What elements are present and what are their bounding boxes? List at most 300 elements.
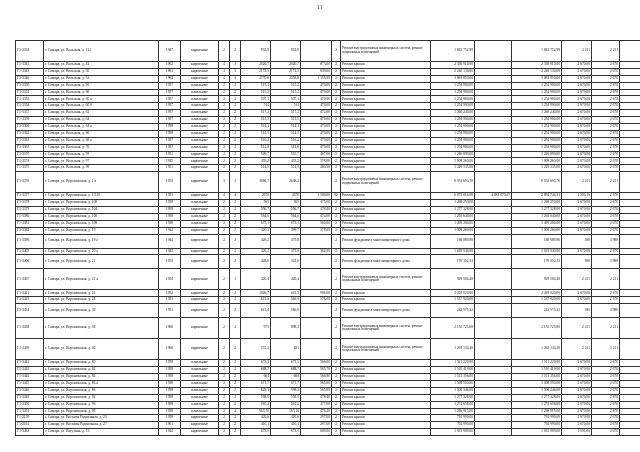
cell-fund-cost	[475, 374, 512, 381]
cell-address: г. Самара, ул. Воронежская, д. 28	[44, 297, 159, 304]
cell-max-unit-cost: 2 211	[592, 339, 620, 360]
cell-floors: 2	[219, 227, 230, 234]
cell-wall-material: кирпичные	[181, 297, 219, 304]
cell-total-area: 507,1	[241, 96, 271, 103]
cell-entrances: 2	[230, 290, 241, 297]
cell-address: г. Самара, ул. Воронежская, д. 20 а	[44, 248, 159, 255]
cell-work-volume: 565,00	[301, 380, 332, 387]
cell-residents: 2	[332, 415, 341, 422]
cell-work-type: Ремонт крыши	[341, 248, 431, 255]
cell-living-area: 2172,3	[271, 68, 301, 75]
cell-work-volume	[301, 172, 332, 193]
table-row	[16, 200, 640, 207]
cell-floors: 2	[219, 82, 230, 89]
cell-residents: 2	[332, 68, 341, 75]
cell-unit-cost: 396	[562, 255, 592, 269]
cell-living-area: 514	[271, 103, 301, 110]
cell-blank	[620, 255, 640, 269]
cell-work-type: Ремонт крыши	[341, 68, 431, 75]
cell-row-id: Г1-3346	[16, 75, 44, 82]
cell-row-id: Г1-3370	[16, 151, 44, 158]
cell-residents: 2	[332, 130, 341, 137]
cell-work-type: Ремонт крыши	[341, 130, 431, 137]
cell-max-unit-cost: 2 670	[592, 248, 620, 255]
cell-year-built: 1945	[159, 248, 181, 255]
cell-total-cost: 792 990,00	[431, 415, 475, 422]
cell-entrances: 2	[230, 200, 241, 207]
cell-wall-material: кирпичные	[181, 75, 219, 82]
cell-entrances: 2	[230, 103, 241, 110]
cell-wall-material: панельные	[181, 387, 219, 394]
cell-max-unit-cost: 2 670	[592, 193, 620, 200]
cell-work-volume: 470,00	[301, 89, 332, 96]
cell-blank	[620, 318, 640, 339]
cell-row-id: Г1-3379	[16, 207, 44, 214]
cell-blank	[620, 415, 640, 422]
cell-total-area: 516,2	[241, 137, 271, 144]
table-row	[16, 82, 640, 89]
cell-work-type: Ремонт крыши	[341, 374, 431, 381]
cell-total-area: 428,6	[241, 255, 271, 269]
cell-total-cost: 1 260 240,00	[431, 110, 475, 117]
cell-work-volume	[301, 269, 332, 290]
cell-address: г. Самара, ул. Воронежская, д. 92	[44, 394, 159, 401]
cell-floors: 2	[219, 234, 230, 248]
cell-row-id: Г1-3463	[16, 429, 44, 436]
cell-entrances: 2	[230, 213, 241, 220]
table-row	[16, 137, 640, 144]
cell-wall-material: панельные	[181, 89, 219, 96]
cell-row-id: Г1-2159	[16, 415, 44, 422]
cell-residents: 2	[332, 117, 341, 124]
cell-fund-cost	[475, 82, 512, 89]
table-row	[16, 374, 640, 381]
cell-address: г. Самара, ул. Вольская, д. 52	[44, 75, 159, 82]
cell-floors: 2	[219, 360, 230, 367]
cell-entrances: 4	[230, 193, 241, 200]
cell-year-built: 1953	[159, 297, 181, 304]
cell-fund-cost	[475, 429, 512, 436]
cell-unit-cost: 2 670,00	[562, 75, 592, 82]
cell-work-volume	[301, 318, 332, 339]
cell-owner-cost: 792 990,00	[512, 422, 562, 429]
cell-owner-cost: 1 009 260,00	[512, 227, 562, 234]
cell-wall-material: панельные	[181, 213, 219, 220]
cell-owner-cost: 1 254 900,00	[512, 137, 562, 144]
cell-fund-cost	[475, 380, 512, 387]
cell-work-type: Ремонт крыши	[341, 422, 431, 429]
cell-wall-material: кирпичные	[181, 234, 219, 248]
cell-residents: 2	[332, 255, 341, 269]
cell-address: г. Самара, ул. Вольская, д. 121	[44, 41, 159, 62]
cell-total-area: 420,5	[241, 227, 271, 234]
cell-work-type: Ремонт крыши	[341, 137, 431, 144]
table-row	[16, 429, 640, 436]
cell-row-id: Г1-3359	[16, 117, 44, 124]
cell-row-id: Г1-3434	[16, 304, 44, 318]
cell-max-unit-cost: 2 670	[592, 401, 620, 408]
cell-wall-material: кирпичные	[181, 269, 219, 290]
cell-work-type: Ремонт крыши	[341, 96, 431, 103]
cell-floors: 2	[219, 408, 230, 415]
cell-living-area: 375,8	[271, 234, 301, 248]
cell-entrances: 2	[230, 110, 241, 117]
cell-year-built: 1944	[159, 429, 181, 436]
cell-wall-material: кирпичные	[181, 318, 219, 339]
cell-floors: 2	[219, 151, 230, 158]
cell-entrances: 2	[230, 429, 241, 436]
cell-total-area: 515,3	[241, 82, 271, 89]
cell-address: г. Самара, ул. Воронежская, д. 104	[44, 207, 159, 214]
table-row	[16, 304, 640, 318]
cell-unit-cost: 2 670,00	[562, 367, 592, 374]
cell-row-id: Г1-3442	[16, 360, 44, 367]
cell-address: г. Самара, ул. Восьмая Радиальная, д. 27	[44, 422, 159, 429]
cell-fund-cost	[475, 248, 512, 255]
cell-owner-cost: 168 089,96	[512, 234, 562, 248]
cell-unit-cost: 2 670,00	[562, 158, 592, 165]
cell-max-unit-cost: 2 670	[592, 82, 620, 89]
cell-owner-cost: 929 504,40	[512, 269, 562, 290]
cell-total-cost: 1 511 220,00	[431, 360, 475, 367]
cell-owner-cost: 1 265 134,20	[512, 339, 562, 360]
cell-max-unit-cost: 2 670	[592, 374, 620, 381]
cell-unit-cost: 2 670,00	[562, 200, 592, 207]
cell-work-type: Ремонт крыши	[341, 151, 431, 158]
cell-total-area: 515,2	[241, 89, 271, 96]
cell-wall-material: панельные	[181, 200, 219, 207]
cell-work-volume: 906,00	[301, 290, 332, 297]
cell-living-area: 673,3	[271, 360, 301, 367]
cell-max-unit-cost: 2 670	[592, 387, 620, 394]
cell-work-volume: 565,00	[301, 387, 332, 394]
cell-total-area: 426,2	[241, 248, 271, 255]
cell-owner-cost: 1 537 920,00	[512, 297, 562, 304]
table-row	[16, 318, 640, 339]
cell-max-unit-cost: 2 211	[592, 269, 620, 290]
table-row	[16, 290, 640, 297]
cell-living-area: 671,7	[271, 380, 301, 387]
cell-residents: 2	[332, 62, 341, 69]
cell-entrances: 2	[230, 158, 241, 165]
cell-max-unit-cost: 2 670	[592, 394, 620, 401]
cell-unit-cost: 2 670,00	[562, 415, 592, 422]
cell-blank	[620, 165, 640, 172]
cell-blank	[620, 220, 640, 227]
cell-blank	[620, 200, 640, 207]
cell-year-built: 1958	[159, 367, 181, 374]
cell-year-built: 1958	[159, 360, 181, 367]
cell-max-unit-cost: 2 211	[592, 41, 620, 62]
cell-max-unit-cost: 2 670	[592, 144, 620, 151]
cell-year-built: 1951	[159, 304, 181, 318]
cell-residents: 2	[332, 227, 341, 234]
cell-row-id: Г1-2161	[16, 422, 44, 429]
table-row	[16, 68, 640, 75]
cell-year-built: 1958	[159, 374, 181, 381]
cell-fund-cost	[475, 117, 512, 124]
cell-row-id: Г1-3353	[16, 96, 44, 103]
cell-wall-material: кирпичные	[181, 62, 219, 69]
cell-address: г. Самара, ул. Воронежская, д. 38	[44, 318, 159, 339]
cell-work-volume: 297,00	[301, 422, 332, 429]
cell-row-id: Г1-3341	[16, 62, 44, 69]
cell-address: г. Самара, ул. Воронежская, д. 19	[44, 227, 159, 234]
cell-work-volume: 565,70	[301, 367, 332, 374]
cell-work-volume: 378,00	[301, 227, 332, 234]
cell-total-area: 615,4	[241, 304, 271, 318]
cell-unit-cost: 2 670,00	[562, 110, 592, 117]
cell-work-type: Ремонт крыши	[341, 227, 431, 234]
table-row	[16, 248, 640, 255]
cell-residents: 2	[332, 213, 341, 220]
cell-wall-material: кирпичные	[181, 151, 219, 158]
cell-address: г. Самара, ул. Воронежская, д. 98	[44, 408, 159, 415]
cell-entrances: 2	[230, 297, 241, 304]
table-row	[16, 110, 640, 117]
cell-blank	[620, 429, 640, 436]
cell-entrances: 2	[230, 227, 241, 234]
cell-floors: 2	[219, 415, 230, 422]
cell-unit-cost: 2 670,00	[562, 137, 592, 144]
cell-row-id: Г1-3381	[16, 220, 44, 227]
cell-entrances: 2	[230, 394, 241, 401]
cell-fund-cost	[475, 172, 512, 193]
cell-row-id: Г1-3439	[16, 339, 44, 360]
cell-fund-cost	[475, 165, 512, 172]
cell-owner-cost: 1 508 346,00	[512, 387, 562, 394]
table-row	[16, 158, 640, 165]
cell-floors: 2	[219, 269, 230, 290]
cell-floors: 2	[219, 207, 230, 214]
cell-blank	[620, 297, 640, 304]
cell-entrances: 2	[230, 207, 241, 214]
cell-residents: 2	[332, 103, 341, 110]
cell-blank	[620, 130, 640, 137]
cell-living-area: 561,2	[271, 401, 301, 408]
cell-work-volume: 476,20	[301, 408, 332, 415]
cell-floors: 2	[219, 89, 230, 96]
cell-address: г. Самара, ул. Восьмая Радиальная, д. 23	[44, 415, 159, 422]
cell-residents: 2	[332, 429, 341, 436]
cell-unit-cost: 2 670,00	[562, 103, 592, 110]
cell-work-type: Ремонт крыши	[341, 200, 431, 207]
cell-unit-cost: 1 501,00	[562, 429, 592, 436]
cell-unit-cost: 2 670,00	[562, 290, 592, 297]
cell-address: г. Самара, ул. Вольская, д. 99	[44, 165, 159, 172]
cell-work-type: Ремонт фундамента многоквартирного дома	[341, 234, 431, 248]
cell-fund-cost	[475, 96, 512, 103]
cell-entrances: 2	[230, 117, 241, 124]
cell-address: г. Самара, ул. Воронежская, д. 19 а	[44, 234, 159, 248]
cell-blank	[620, 374, 640, 381]
cell-total-cost: 168 089,96	[431, 234, 475, 248]
cell-residents: 2	[332, 82, 341, 89]
cell-wall-material: кирпичные	[181, 68, 219, 75]
cell-floors: 2	[219, 401, 230, 408]
cell-year-built: 1958	[159, 394, 181, 401]
cell-total-area: 517,2	[241, 110, 271, 117]
cell-unit-cost: 2 670,00	[562, 62, 592, 69]
cell-floors: 2	[219, 255, 230, 269]
cell-owner-cost: 170 352,32	[512, 255, 562, 269]
cell-max-unit-cost: 2 670	[592, 62, 620, 69]
cell-living-area: 399,7	[271, 227, 301, 234]
cell-blank	[620, 75, 640, 82]
cell-owner-cost: 792 990,00	[512, 415, 562, 422]
cell-year-built: 1951	[159, 165, 181, 172]
cell-row-id: Г1-3352	[16, 89, 44, 96]
cell-max-unit-cost: 2 670	[592, 151, 620, 158]
cell-total-cost: 2 240 130,00	[431, 68, 475, 75]
cell-entrances: 2	[230, 318, 241, 339]
cell-total-area: 410,1	[241, 422, 271, 429]
cell-year-built: 1960	[159, 339, 181, 360]
cell-residents: 2	[332, 339, 341, 360]
cell-row-id: Г1-3374	[16, 158, 44, 165]
cell-residents: 2	[332, 380, 341, 387]
cell-total-area: 2020,7	[241, 62, 271, 69]
cell-row-id: Г1-3399	[16, 234, 44, 248]
cell-year-built: 1953	[159, 255, 181, 269]
cell-living-area: 641,3	[271, 290, 301, 297]
cell-living-area: 898,3	[271, 318, 301, 339]
cell-work-volume: 873,00	[301, 62, 332, 69]
cell-floors: 2	[219, 130, 230, 137]
cell-work-type: Ремонт крыши	[341, 401, 431, 408]
cell-living-area: 322,6	[271, 255, 301, 269]
cell-work-volume: 470,00	[301, 96, 332, 103]
cell-fund-cost	[475, 103, 512, 110]
cell-row-id: Г1-3378	[16, 200, 44, 207]
cell-fund-cost	[475, 318, 512, 339]
cell-floors: 2	[219, 158, 230, 165]
cell-owner-cost: 1 254 900,00	[512, 103, 562, 110]
cell-unit-cost: 2 670,00	[562, 401, 592, 408]
cell-wall-material: кирпичные	[181, 422, 219, 429]
cell-blank	[620, 68, 640, 75]
cell-fund-cost	[475, 227, 512, 234]
cell-max-unit-cost: 2 670	[592, 68, 620, 75]
cell-living-area: 673,5	[271, 429, 301, 436]
cell-unit-cost: 2 670,00	[562, 89, 592, 96]
cell-total-cost: 170 352,32	[431, 255, 475, 269]
cell-floors: 2	[219, 220, 230, 227]
cell-work-type: Ремонт крыши	[341, 367, 431, 374]
cell-total-cost: 1 266 915,00	[431, 408, 475, 415]
cell-year-built: 1957	[159, 96, 181, 103]
table-row	[16, 234, 640, 248]
cell-blank	[620, 110, 640, 117]
cell-row-id: Г1-3406	[16, 255, 44, 269]
table-row	[16, 339, 640, 360]
cell-fund-cost	[475, 124, 512, 131]
cell-total-cost: 6 975 814,98	[431, 193, 475, 200]
cell-work-type: Ремонт крыши	[341, 408, 431, 415]
cell-residents: 2	[332, 408, 341, 415]
cell-work-type: Ремонт крыши	[341, 193, 431, 200]
cell-floors: 2	[219, 144, 230, 151]
cell-owner-cost: 1 277 328,00	[512, 207, 562, 214]
cell-fund-cost	[475, 68, 512, 75]
cell-entrances: 2	[230, 248, 241, 255]
cell-total-area: 549,7	[241, 151, 271, 158]
cell-max-unit-cost: 2 670	[592, 200, 620, 207]
cell-owner-cost: 2 419 020,00	[512, 290, 562, 297]
cell-owner-cost: 1 015 909,00	[512, 429, 562, 436]
cell-total-area: 514,5	[241, 165, 271, 172]
cell-living-area: 564,6	[271, 213, 301, 220]
cell-work-volume: 297,00	[301, 415, 332, 422]
cell-address: г. Самара, ул. Вольская, д. 42	[44, 62, 159, 69]
cell-entrances: 2	[230, 408, 241, 415]
cell-living-area: 514,5	[271, 130, 301, 137]
cell-fund-cost	[475, 360, 512, 367]
cell-living-area: 2638,2	[271, 172, 301, 193]
cell-work-type: Ремонт внутридомовых инженерных систем, ремонт подвальных помещений	[341, 41, 431, 62]
cell-work-type: Ремонт крыши	[341, 110, 431, 117]
cell-owner-cost: 1 254 900,00	[512, 82, 562, 89]
cell-total-cost: 1 254 900,00	[431, 144, 475, 151]
cell-work-volume: 470,00	[301, 117, 332, 124]
cell-total-area: 2770,8	[241, 75, 271, 82]
cell-blank	[620, 151, 640, 158]
cell-max-unit-cost: 2 670	[592, 297, 620, 304]
cell-living-area: 664	[271, 374, 301, 381]
cell-unit-cost: 2 670,00	[562, 380, 592, 387]
cell-fund-cost	[475, 408, 512, 415]
cell-residents: 2	[332, 96, 341, 103]
cell-owner-cost: 1 260 240,00	[512, 110, 562, 117]
cell-floors: 2	[219, 297, 230, 304]
cell-residents: 2	[332, 318, 341, 339]
cell-total-cost: 1 254 900,00	[431, 130, 475, 137]
cell-blank	[620, 124, 640, 131]
cell-work-type: Ремонт крыши	[341, 117, 431, 124]
cell-blank	[620, 144, 640, 151]
cell-max-unit-cost: 3 988	[592, 304, 620, 318]
cell-total-area: 2172,3	[241, 68, 271, 75]
cell-address: г. Самара, ул. Вольская, д. 60	[44, 89, 159, 96]
cell-entrances: 2	[230, 82, 241, 89]
cell-work-volume	[301, 234, 332, 248]
cell-total-cost: 1 254 900,00	[431, 137, 475, 144]
cell-entrances: 2	[230, 387, 241, 394]
cell-unit-cost: 396	[562, 234, 592, 248]
cell-fund-cost	[475, 144, 512, 151]
cell-owner-cost: 1 266 915,00	[512, 408, 562, 415]
cell-wall-material: кирпичные	[181, 255, 219, 269]
cell-total-cost: 929 504,40	[431, 269, 475, 290]
cell-max-unit-cost: 2 670	[592, 207, 620, 214]
cell-total-area: 564,6	[241, 213, 271, 220]
cell-work-volume: 470,00	[301, 144, 332, 151]
cell-total-cost: 1 254 900,00	[431, 82, 475, 89]
cell-wall-material: панельные	[181, 144, 219, 151]
cell-row-id: Г1-3363	[16, 137, 44, 144]
cell-entrances: 2	[230, 339, 241, 360]
table-row	[16, 220, 640, 227]
cell-address: г. Самара, ул. Воронежская, д. 1 а	[44, 172, 159, 193]
cell-floors: 2	[219, 165, 230, 172]
cell-entrances: 2	[230, 165, 241, 172]
cell-entrances: 2	[230, 374, 241, 381]
cell-work-type: Ремонт крыши	[341, 103, 431, 110]
cell-address: г. Самара, ул. Воронежская, д. 80	[44, 360, 159, 367]
cell-living-area: 688,7	[271, 367, 301, 374]
cell-blank	[620, 360, 640, 367]
cell-row-id: Г1-3446	[16, 387, 44, 394]
